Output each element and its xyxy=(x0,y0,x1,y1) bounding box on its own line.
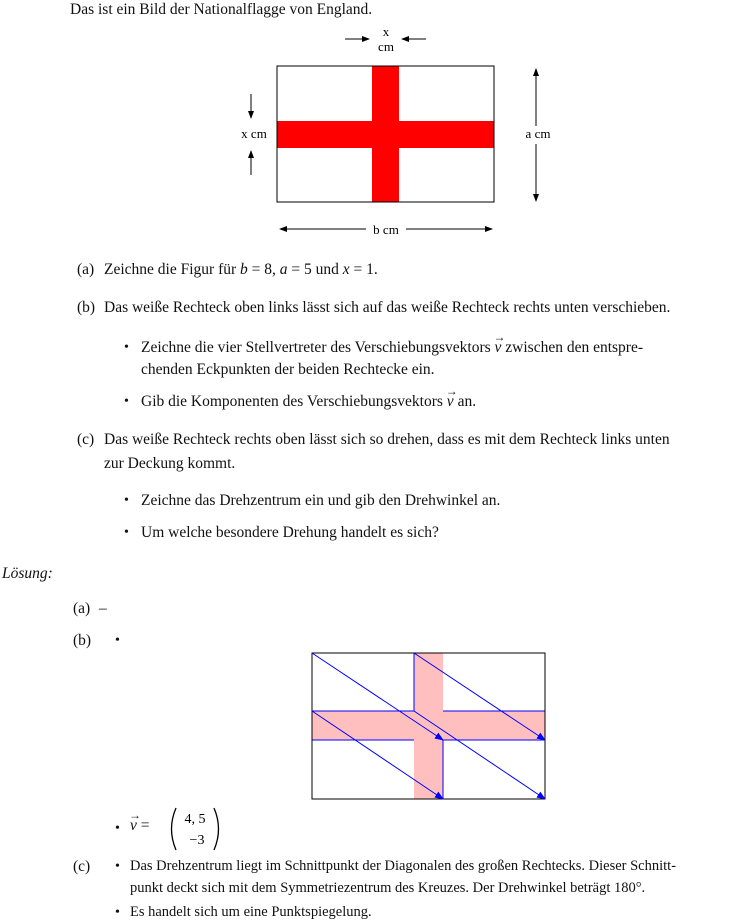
task-b-bullet1-line2: chenden Eckpunkten der beiden Rechtecke ein. xyxy=(141,361,435,378)
task-b-label: (b) xyxy=(77,299,96,316)
task-c-line1: Das weiße Rechteck rechts oben lässt sich so drehen, dass es mit dem Rechteck links unten xyxy=(104,431,670,448)
label-x-top-2: cm xyxy=(378,39,394,54)
solution-heading: Lösung: xyxy=(2,565,53,582)
task-c-line2: zur Deckung kommt. xyxy=(104,455,236,472)
flag-figure xyxy=(220,22,570,242)
label-x-top-1: x xyxy=(382,24,390,39)
vector-matrix xyxy=(166,806,226,852)
solution-a-label: (a) xyxy=(73,600,91,617)
bullet: • xyxy=(115,633,120,648)
task-a-label: (a) xyxy=(77,261,95,278)
bullet: • xyxy=(115,821,120,836)
intro-text: Das ist ein Bild der Nationalflagge von England. xyxy=(70,1,373,18)
task-c-label: (c) xyxy=(77,431,95,448)
solution-b-label: (b) xyxy=(73,632,92,649)
task-c-bullet2: Um welche besondere Drehung handelt es sich? xyxy=(141,524,439,541)
flag2-vertical-bar xyxy=(414,653,443,799)
bullet: • xyxy=(115,905,120,920)
bullet: • xyxy=(124,394,129,409)
task-a-text: Zeichne die Figur für b = 8, a = 5 und x = 1. xyxy=(104,261,378,278)
flag-vertical-bar xyxy=(372,66,399,202)
vector-x-component: 4, 5 xyxy=(184,812,206,827)
bullet: • xyxy=(124,525,129,540)
vector-v: v xyxy=(494,339,502,356)
label-a: a cm xyxy=(525,126,551,141)
label-x-left: x cm xyxy=(241,126,267,141)
vector-v: v xyxy=(446,393,454,410)
task-c-bullet1: Zeichne das Drehzentrum ein und gib den Drehwinkel an. xyxy=(141,492,501,509)
bullet: • xyxy=(124,340,129,355)
bullet: • xyxy=(115,859,120,874)
vector-y-component: −3 xyxy=(189,833,205,848)
bullet: • xyxy=(124,493,129,508)
task-b-bullet1-line1: Zeichne die vier Stellvertreter des Verschiebungsvektors → v zwischen den entspre- xyxy=(141,330,644,356)
task-b-bullet2: Gib die Komponenten des Verschiebungsvektors → v an. xyxy=(141,384,477,410)
solution-c-bullet1-line2: punkt deckt sich mit dem Symmetriezentrum des Kreuzes. Der Drehwinkel beträgt 180°. xyxy=(130,880,646,896)
solution-c-label: (c) xyxy=(73,858,91,875)
solution-a-text: – xyxy=(99,600,107,617)
label-b: b cm xyxy=(373,222,399,237)
translation-figure xyxy=(305,648,555,806)
solution-c-bullet1-line1: Das Drehzentrum liegt im Schnittpunkt der Diagonalen des großen Rechtecks. Dieser Schnitt- xyxy=(130,858,677,874)
vector-equation: → v = xyxy=(129,808,150,834)
task-b-text: Das weiße Rechteck oben links lässt sich auf das weiße Rechteck rechts unten verschieben. xyxy=(104,299,671,316)
solution-c-bullet2: Es handelt sich um eine Punktspiegelung. xyxy=(130,904,372,920)
